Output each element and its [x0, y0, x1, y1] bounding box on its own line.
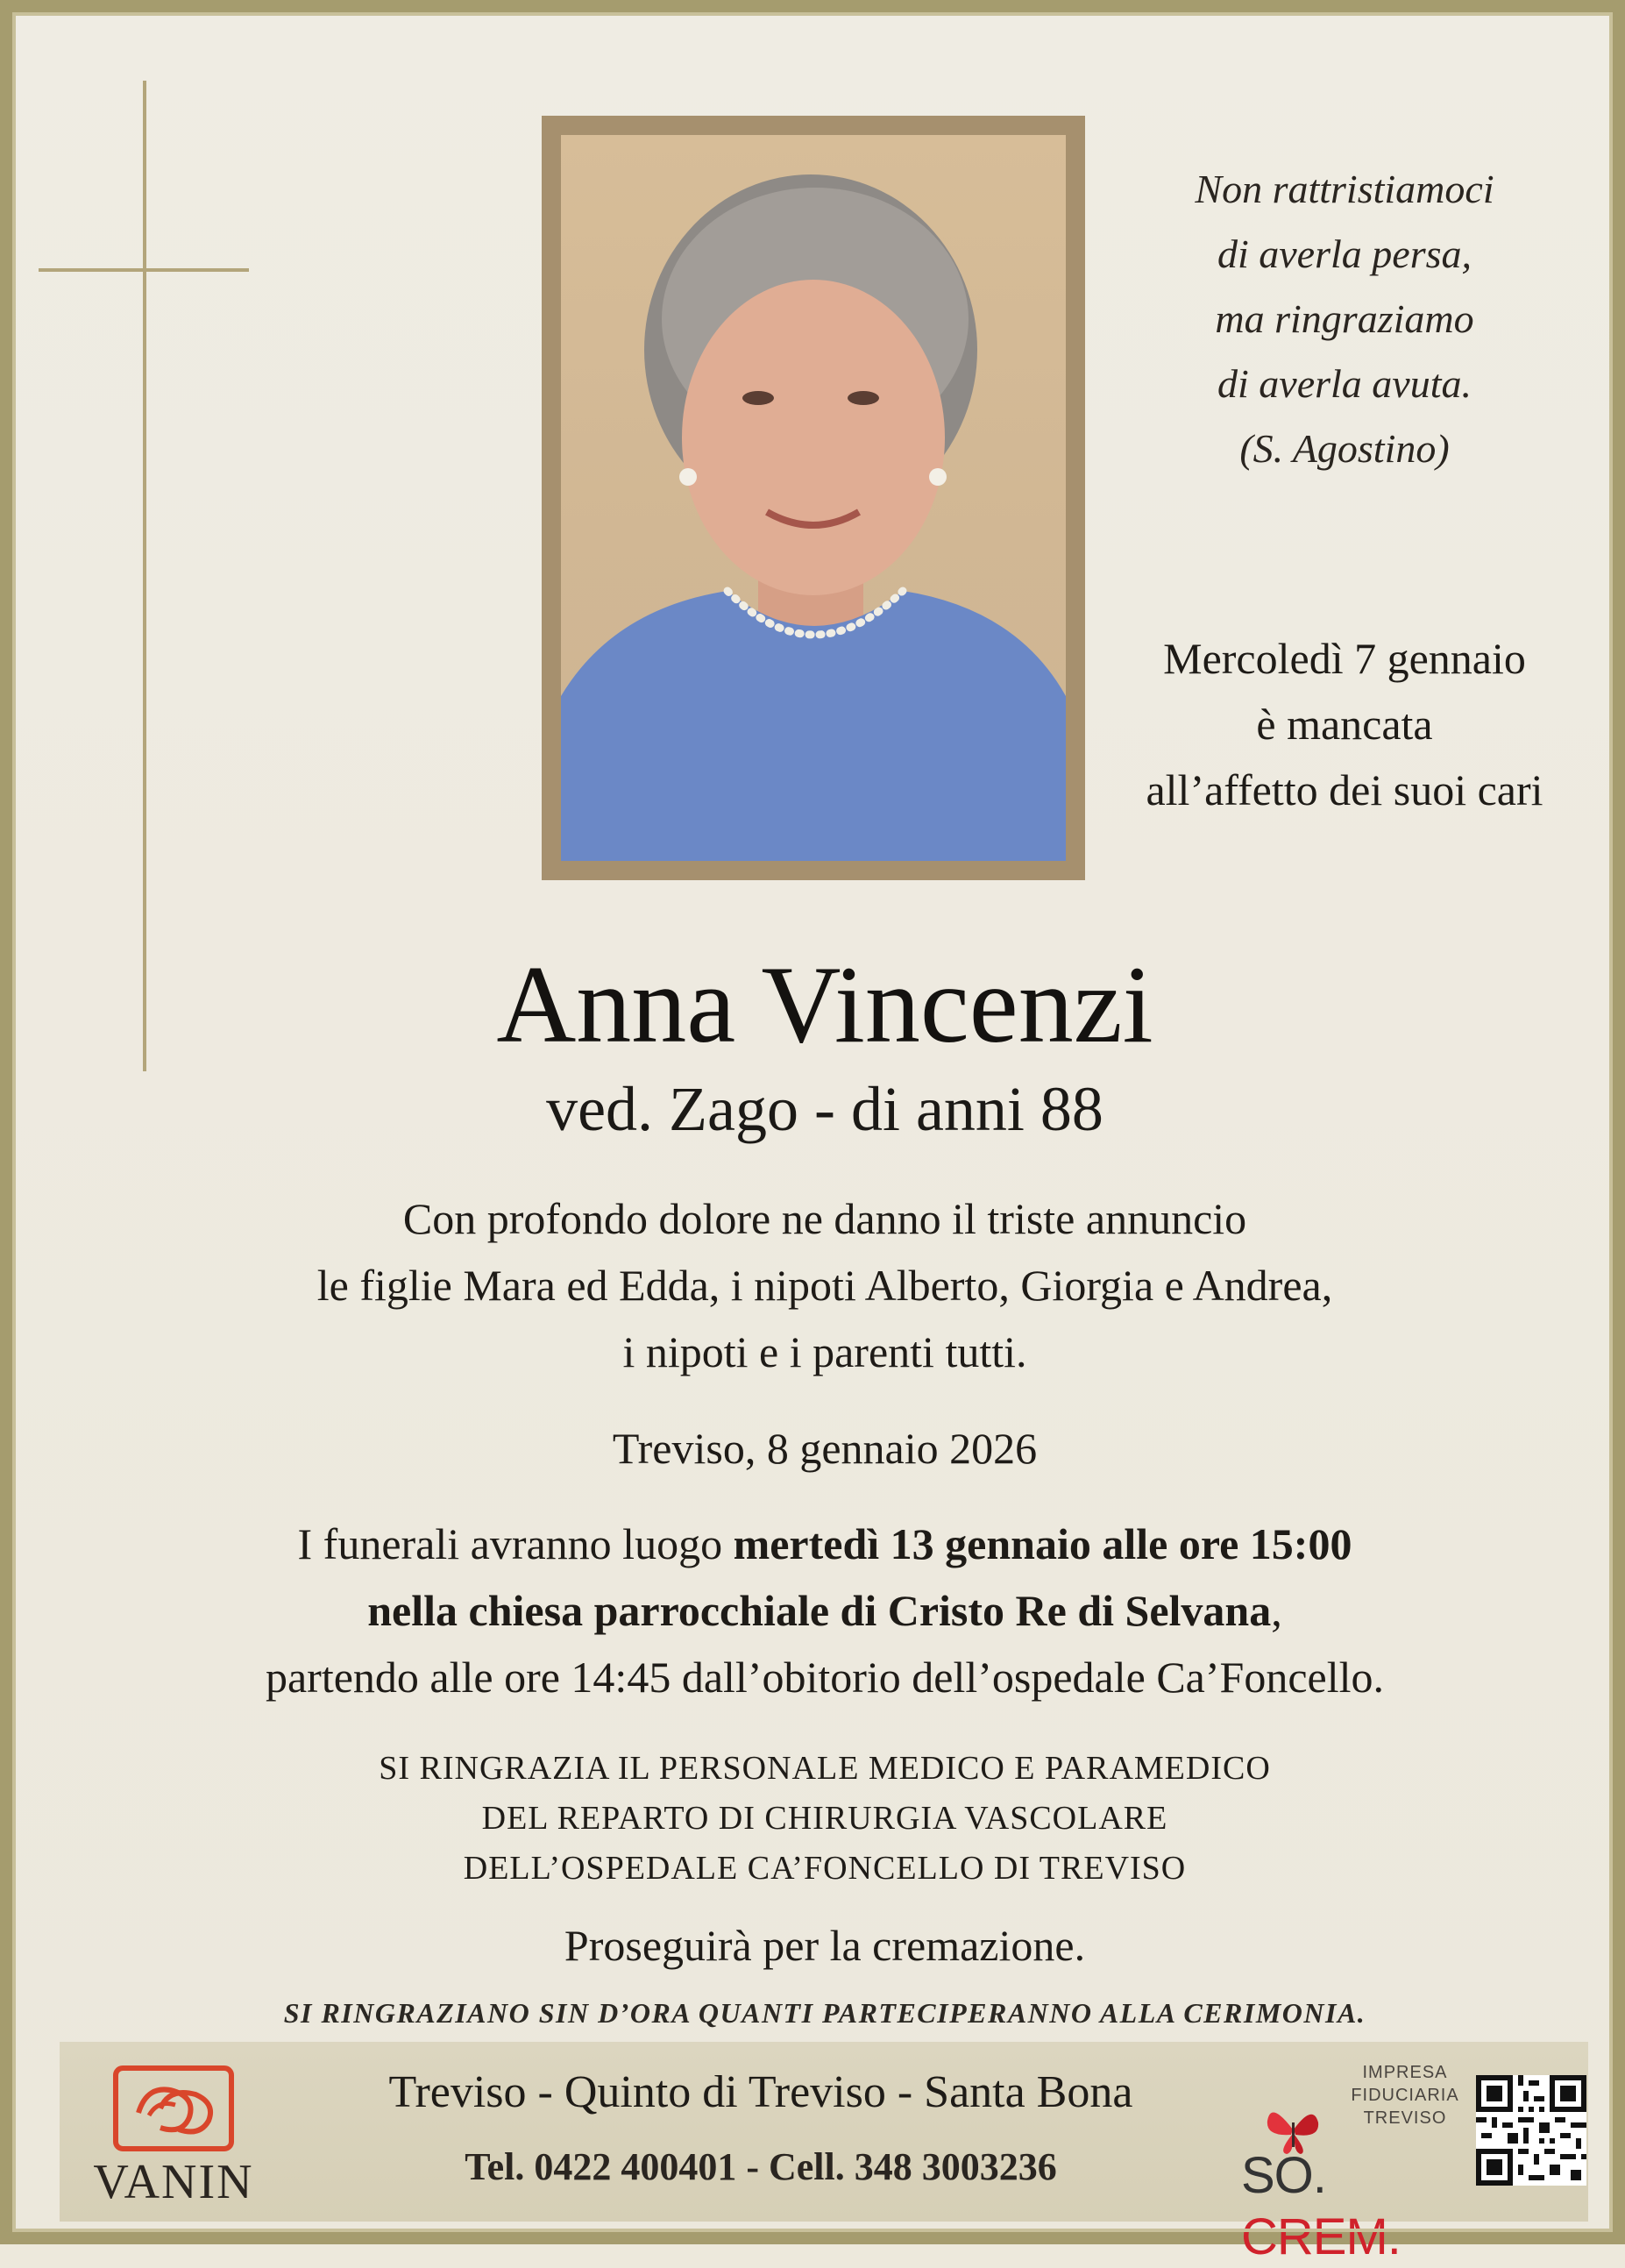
quote	[1099, 157, 1590, 481]
funeral-prefix: I funerali avranno luogo	[297, 1519, 734, 1568]
announcement-line: Mercoledì 7 gennaio	[1163, 634, 1526, 683]
quote-line: Non rattristiamoci	[1195, 167, 1494, 211]
portrait-frame	[542, 116, 1085, 880]
thanks-line: DEL REPARTO DI CHIRURGIA VASCOLARE	[481, 1800, 1168, 1837]
footer-phones: Tel. 0422 400401 - Cell. 348 3003236	[465, 2145, 1057, 2188]
socrem-tag-line: TREVISO	[1363, 2108, 1447, 2128]
family-announcement	[12, 1185, 1625, 1385]
vanin-logo-icon	[112, 2065, 235, 2152]
announcement-line: è mancata	[1256, 700, 1433, 749]
socrem-logo	[1241, 2145, 1469, 2268]
funeral-comma: ,	[1271, 1586, 1282, 1635]
quote-line: ma ringraziamo	[1215, 296, 1474, 341]
vanin-brand: VANIN	[93, 2155, 254, 2209]
socrem-tagline	[1348, 2061, 1462, 2129]
portrait-photo	[561, 135, 1066, 861]
quote-attribution: (S. Agostino)	[1239, 426, 1450, 471]
qr-code-icon	[1476, 2075, 1586, 2186]
socrem-tag-line: FIDUCIARIA	[1351, 2086, 1459, 2105]
cross-icon-bar	[39, 268, 249, 272]
cremation-note: Proseguirà per la cremazione.	[564, 1921, 1086, 1970]
funeral-details	[12, 1511, 1625, 1710]
place-date: Treviso, 8 gennaio 2026	[612, 1424, 1038, 1473]
portrait-illustration	[561, 135, 1066, 861]
funeral-line-3: partendo alle ore 14:45 dall’obitorio dell’ospedale Ca’Foncello.	[265, 1653, 1384, 1702]
deceased-name: Anna Vincenzi	[496, 944, 1153, 1066]
thanks-attendees: SI RINGRAZIANO SIN D’ORA QUANTI PARTECIPERANNO ALLA CERIMONIA.	[283, 1997, 1366, 2029]
death-announcement	[1099, 626, 1590, 823]
announcement-line: all’affetto dei suoi cari	[1146, 765, 1543, 814]
footer-locations: Treviso - Quinto di Treviso - Santa Bona	[388, 2067, 1133, 2117]
thanks-line: SI RINGRAZIA IL PERSONALE MEDICO E PARAMEDICO	[379, 1750, 1271, 1787]
thanks-medical-staff	[12, 1744, 1625, 1894]
socrem-tag-line: IMPRESA	[1362, 2063, 1448, 2082]
funeral-line-2	[12, 1577, 1625, 1644]
socrem-so: SO.	[1241, 2147, 1326, 2204]
body-line: i nipoti e i parenti tutti.	[622, 1327, 1027, 1376]
cross-icon	[143, 81, 146, 1071]
deceased-subtitle: ved. Zago - di anni 88	[546, 1074, 1103, 1144]
funeral-church: nella chiesa parrocchiale di Cristo Re di Selvana	[367, 1586, 1272, 1635]
funeral-line-1	[12, 1511, 1625, 1577]
funeral-home-footer	[60, 2042, 1588, 2265]
quote-line: di averla avuta.	[1217, 361, 1472, 406]
body-line: le figlie Mara ed Edda, i nipoti Alberto, Giorgia e Andrea,	[316, 1261, 1333, 1310]
socrem-crem: CREM.	[1241, 2208, 1401, 2265]
funeral-datetime: mertedì 13 gennaio alle ore 15:00	[733, 1519, 1352, 1568]
thanks-line: DELL’OSPEDALE CA’FONCELLO DI TREVISO	[463, 1850, 1187, 1887]
body-line: Con profondo dolore ne danno il triste annuncio	[402, 1194, 1247, 1243]
quote-line: di averla persa,	[1217, 231, 1472, 276]
